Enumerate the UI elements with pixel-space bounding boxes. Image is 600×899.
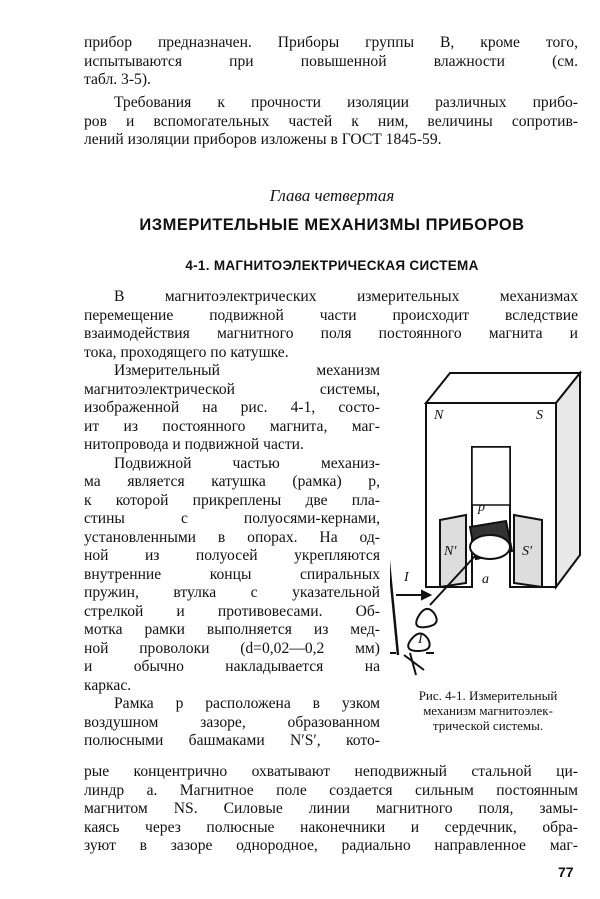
figure-4-1-mechanism bbox=[390, 355, 590, 695]
text-line: перемещение подвижной части происходит вследствие bbox=[84, 306, 578, 324]
caption-line: Рис. 4-1. Измерительный bbox=[418, 688, 558, 703]
top-paragraph bbox=[84, 34, 578, 90]
section-title: 4-1. МАГНИТОЭЛЕКТРИЧЕСКАЯ СИСТЕМА bbox=[185, 258, 479, 273]
text-line: стрелкой и противовесами. Об- bbox=[84, 602, 380, 620]
text-line: магнитоэлектрической системы, bbox=[84, 380, 380, 398]
magnet-side-face bbox=[556, 373, 580, 587]
caption-line: трической системы. bbox=[432, 718, 544, 733]
text-line: каркас. bbox=[84, 676, 132, 694]
text-line: Требования к прочности изоляции различных прибо- bbox=[114, 94, 578, 111]
text-line: нитопровода и подвижной части. bbox=[84, 436, 304, 453]
pointer-arrow bbox=[390, 470, 398, 655]
text-line: полюсными башмаками N′S′, кото- bbox=[84, 732, 380, 749]
text-line: внутренние концы спиральных bbox=[84, 565, 380, 583]
text-line: табл. 3-5). bbox=[84, 71, 151, 88]
text-line: мотка рамки выполняется из мед- bbox=[84, 621, 380, 638]
text-line: тока, проходящего по катушке. bbox=[84, 343, 289, 361]
text-line: Подвижной частью механиз- bbox=[114, 454, 380, 472]
text-line: ной проволоки (d=0,02—0,2 мм) bbox=[84, 639, 380, 657]
label-p: p bbox=[478, 500, 485, 515]
label-n-prime: N′ bbox=[444, 544, 457, 559]
text-line: стины с полуосями-кернами, bbox=[84, 510, 380, 527]
spiral-spring-top bbox=[416, 609, 436, 627]
label-a: a bbox=[482, 572, 489, 587]
text-line: Измерительный механизм bbox=[114, 362, 380, 379]
text-line: каясь через полюсные наконечники и сердечник, обра- bbox=[84, 818, 578, 836]
text-line: ма является катушка (рамка) p, bbox=[84, 473, 380, 490]
text-line: зуют в зазоре однородное, радиально направленное маг- bbox=[84, 837, 578, 854]
left-column-text bbox=[84, 362, 380, 751]
label-s-prime: S′ bbox=[522, 544, 533, 559]
text-line: ров и вспомогательных частей к ним, величины сопротив- bbox=[84, 112, 578, 130]
bottom-paragraph bbox=[84, 763, 578, 856]
label-i-top: I bbox=[404, 570, 409, 585]
label-s: S bbox=[536, 408, 543, 423]
text-line: к которой прикреплены две пла- bbox=[84, 491, 380, 509]
text-line: воздушном зазоре, образованном bbox=[84, 713, 380, 731]
text-line: магнитом NS. Силовые линии магнитного поля, замы- bbox=[84, 800, 578, 817]
text-line: ной из полуосей укрепляются bbox=[84, 547, 380, 564]
text-line: лений изоляции приборов изложены в ГОСТ 1845-59. bbox=[84, 131, 442, 148]
chapter-label: Глава четвертая bbox=[269, 186, 395, 205]
magnet-inner-window bbox=[472, 447, 510, 505]
text-line: ит из постоянного магнита, маг- bbox=[84, 417, 380, 435]
caption-line: механизм магнитоэлек- bbox=[423, 703, 553, 718]
text-line: изображенной на рис. 4-1, состо- bbox=[84, 399, 380, 416]
figure-caption bbox=[390, 688, 586, 733]
text-line: линдр a. Магнитное поле создается сильным постоянным bbox=[84, 781, 578, 799]
text-line: рые концентрично охватывают неподвижный стальной ци- bbox=[84, 763, 578, 780]
magnet-top-face bbox=[426, 373, 580, 403]
intro-paragraph bbox=[84, 288, 578, 362]
label-i-bottom: I bbox=[418, 632, 423, 647]
text-line: взаимодействия магнитного поля постоянного магнита и bbox=[84, 325, 578, 342]
label-n: N bbox=[434, 408, 444, 423]
chapter-title: ИЗМЕРИТЕЛЬНЫЕ МЕХАНИЗМЫ ПРИБОРОВ bbox=[139, 216, 525, 234]
text-line: испытываются при повышенной влажности (см. bbox=[84, 52, 578, 70]
second-paragraph bbox=[84, 94, 578, 150]
text-line: и обычно накладывается на bbox=[84, 658, 380, 675]
page-number: 77 bbox=[558, 864, 574, 880]
text-line: В магнитоэлектрических измерительных механизмах bbox=[114, 288, 578, 305]
text-line: Рамка p расположена в узком bbox=[114, 695, 380, 712]
text-line: прибор предназначен. Приборы группы В, кроме того, bbox=[84, 34, 578, 51]
text-line: пружин, втулка с указательной bbox=[84, 584, 380, 601]
text-line: установленными в опорах. На од- bbox=[84, 528, 380, 546]
